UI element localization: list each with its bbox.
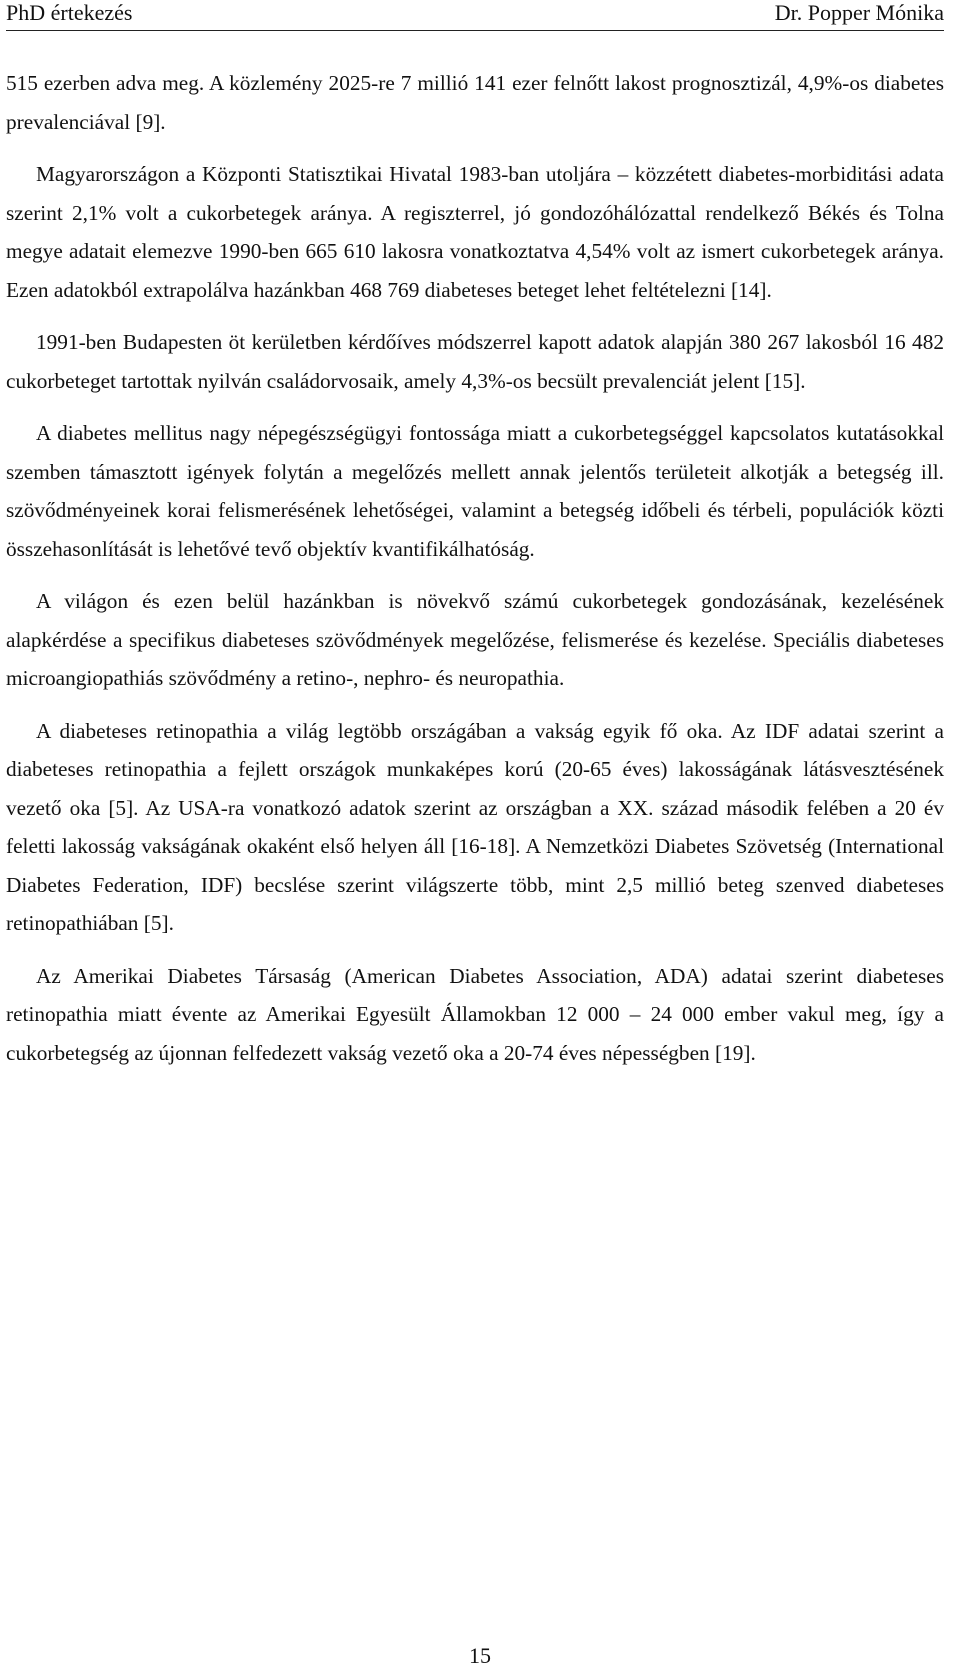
header-thesis-type: PhD értekezés — [6, 0, 133, 25]
paragraph-continuation: 515 ezerben adva meg. A közlemény 2025-re 7 millió 141 ezer felnőtt lakost prognosztizál, 4,9%-os diabetes prevalenciával [9]. — [6, 71, 944, 134]
header-author: Dr. Popper Mónika — [774, 0, 944, 25]
page-body — [6, 64, 944, 1086]
page-header — [6, 0, 944, 31]
paragraph-ada-data: Az Amerikai Diabetes Társaság (American Diabetes Association, ADA) adatai szerint diabeteses retinopathia miatt évente az Amerikai Egyesült Államokban 12 000 – 24 000 ember vakul meg, így a cukorbetegség az újonnan felfedezett vakság vezető oka a 20-74 éves népességben [19]. — [6, 963, 944, 1065]
page-number: 15 — [469, 1643, 491, 1668]
paragraph-public-health: A diabetes mellitus nagy népegészségügyi fontossága miatt a cukorbetegséggel kapcsolatos kutatásokkal szemben támasztott igények folytán a megelőzés mellett annak jelentős területeit alkotják a betegség ill. szövődményeinek korai felismerésének lehetőségei, valamint a betegség időbeli és térbeli, populációk közti összehasonlítását is lehetővé tevő objektív kvantifikálhatóság. — [6, 421, 944, 561]
paragraph-retinopathy-idf: A diabeteses retinopathia a világ legtöbb országában a vakság egyik fő oka. Az IDF adatai szerint a diabeteses retinopathia a fejlett országok munkaképes korú (20-65 éves) lakosságának látásvesztésének vezető oka [5]. Az USA-ra vonatkozó adatok szerint az országban a XX. század második felében a 20 év feletti lakosság vakságának okaként első helyen áll [16-18]. A Nemzetközi Diabetes Szövetség (International Diabetes Federation, IDF) becslése szerint világszerte több, mint 2,5 millió beteg szenved diabeteses retinopathiában [5]. — [6, 718, 944, 935]
paragraph-hungary-statistics: Magyarországon a Központi Statisztikai Hivatal 1983-ban utoljára – közzétett diabetes-morbiditási adata szerint 2,1% volt a cukorbetegek aránya. A regiszterrel, jó gondozóhálózattal rendelkező Békés és Tolna megye adatait elemezve 1990-ben 665 610 lakosra vonatkoztatva 4,54% volt az ismert cukorbetegek aránya. Ezen adatokból extrapolálva hazánkban 468 769 diabeteses beteget lehet feltételezni [14]. — [6, 162, 944, 302]
paragraph-budapest-survey: 1991-ben Budapesten öt kerületben kérdőíves módszerrel kapott adatok alapján 380 267 lakosból 16 482 cukorbeteget tartottak nyilván családorvosaik, amely 4,3%-os becsült prevalenciát jelent [15]. — [6, 330, 944, 393]
paragraph-complications: A világon és ezen belül hazánkban is növekvő számú cukorbetegek gondozásának, kezelésének alapkérdése a specifikus diabeteses szövődmények megelőzése, felismerése és kezelése. Speciális diabeteses microangiopathiás szövődmény a retino-, nephro- és neuropathia. — [6, 589, 944, 690]
